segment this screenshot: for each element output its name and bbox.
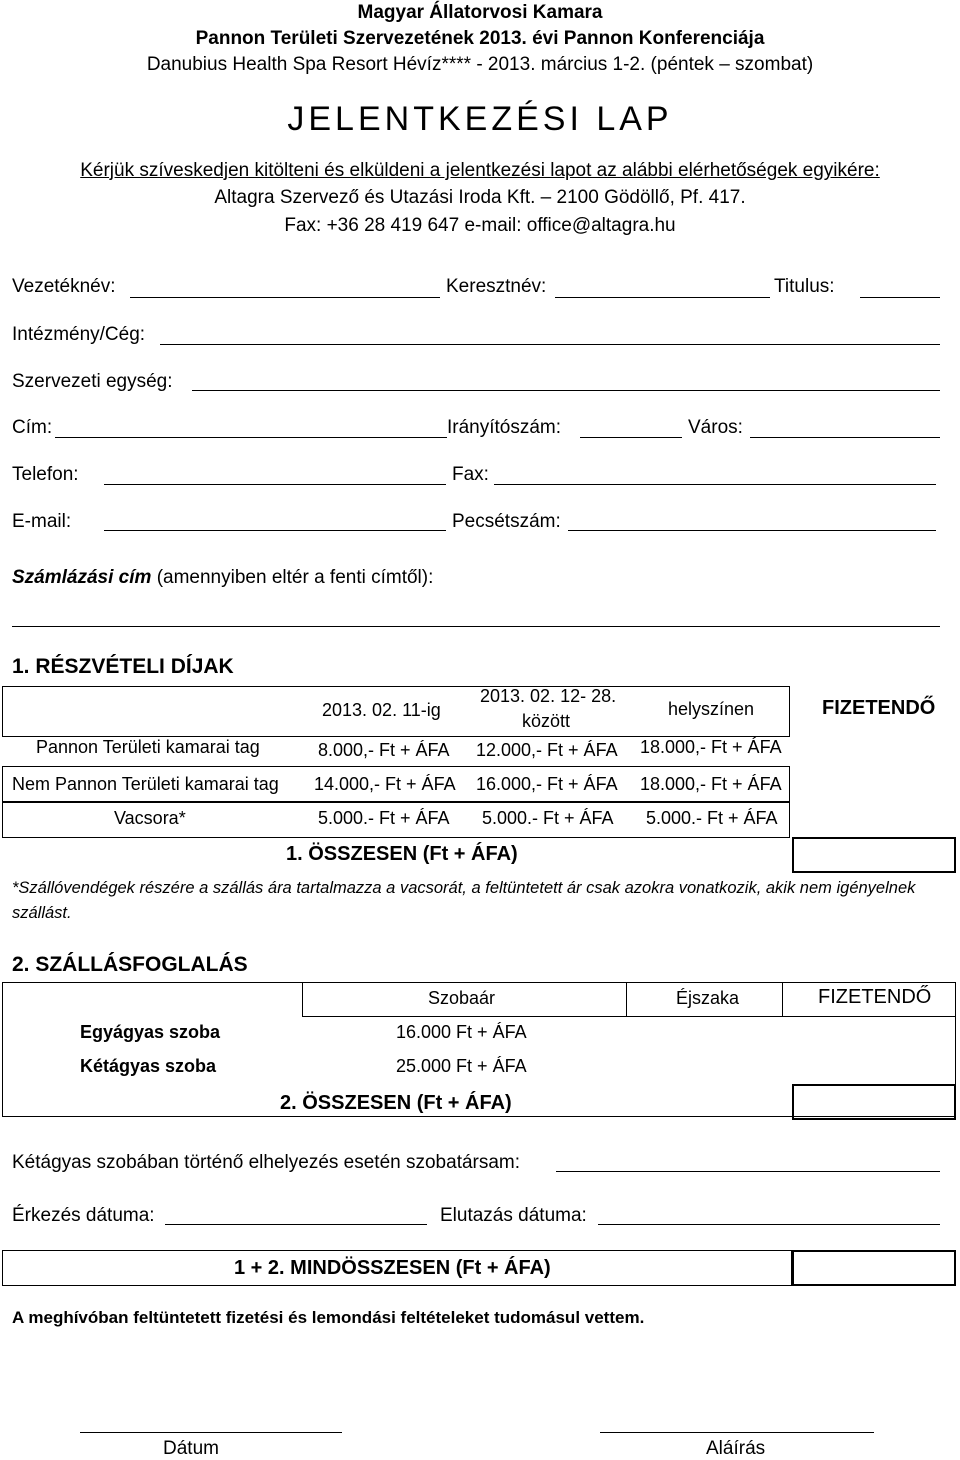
- telefon-label: Telefon:: [12, 464, 79, 485]
- fees-row-label: Vacsora*: [114, 808, 186, 828]
- org-name: Magyar Állatorvosi Kamara: [357, 2, 603, 23]
- email-field[interactable]: [104, 530, 446, 531]
- section2-total-box[interactable]: [792, 1084, 956, 1120]
- fees-col-3: helyszínen: [668, 699, 755, 719]
- arrival-field[interactable]: [165, 1224, 427, 1225]
- signature-label: Aláírás: [706, 1438, 766, 1459]
- event-title: Pannon Területi Szervezetének 2013. évi Pannon Konferenciája: [195, 28, 765, 49]
- fax-field[interactable]: [494, 484, 936, 485]
- section1-title: 1. RÉSZVÉTELI DÍJAK: [12, 655, 234, 678]
- departure-field[interactable]: [598, 1224, 940, 1225]
- section1-total-label: 1. ÖSSZESEN (Ft + ÁFA): [286, 843, 518, 865]
- vezeteknev-field[interactable]: [130, 297, 440, 298]
- fees-col-payable: FIZETENDŐ: [822, 697, 936, 719]
- grand-total-label: 1 + 2. MINDÖSSZESEN (Ft + ÁFA): [234, 1257, 551, 1279]
- instruction: Kérjük szíveskedjen kitölteni és elküldeni a jelentkezési lapot az alábbi elérhetőségek egyikére:: [80, 160, 880, 181]
- fees-row-v1: 14.000,- Ft + ÁFA: [314, 774, 456, 794]
- section1-total-box[interactable]: [792, 837, 956, 873]
- fees-row-v2: 5.000.- Ft + ÁFA: [482, 808, 614, 828]
- szamlazasi-field[interactable]: [12, 626, 940, 627]
- room-row-price: 25.000 Ft + ÁFA: [396, 1056, 527, 1076]
- page-title: JELENTKEZÉSI LAP: [287, 100, 673, 138]
- agency-contact: Fax: +36 28 419 647 e-mail: office@altagra.hu: [284, 215, 676, 236]
- varos-label: Város:: [688, 417, 743, 438]
- intezmeny-label: Intézmény/Cég:: [12, 324, 146, 345]
- room-col-payable: FIZETENDŐ: [818, 986, 932, 1008]
- cim-field[interactable]: [55, 437, 447, 438]
- room-row-price: 16.000 Ft + ÁFA: [396, 1022, 527, 1042]
- varos-field[interactable]: [750, 437, 940, 438]
- section2-total-label: 2. ÖSSZESEN (Ft + ÁFA): [280, 1092, 512, 1114]
- szervezeti-label: Szervezeti egység:: [12, 371, 173, 392]
- event-venue: Danubius Health Spa Resort Hévíz**** - 2013. március 1-2. (péntek – szombat): [146, 54, 814, 75]
- fax-label: Fax:: [452, 464, 489, 485]
- grand-total-box[interactable]: [792, 1250, 956, 1286]
- arrival-label: Érkezés dátuma:: [12, 1205, 155, 1226]
- vezeteknev-label: Vezetéknév:: [12, 276, 116, 297]
- fees-col-1: 2013. 02. 11-ig: [322, 700, 441, 720]
- keresztnev-label: Keresztnév:: [446, 276, 547, 297]
- fees-row-v3: 5.000.- Ft + ÁFA: [646, 808, 778, 828]
- acceptance-statement: A meghívóban feltüntetett fizetési és lemondási feltételeket tudomásul vettem.: [12, 1308, 645, 1327]
- email-label: E-mail:: [12, 511, 72, 532]
- accommodation-note: *Szállóvendégek részére a szállás ára tartalmazza a vacsorát, a feltüntetett ár csak azokra vonatkozik, akik nem igényelnek szállást.: [12, 879, 916, 922]
- iranyitoszam-field[interactable]: [580, 437, 682, 438]
- fees-row-v1: 8.000,- Ft + ÁFA: [318, 740, 450, 760]
- telefon-field[interactable]: [104, 484, 446, 485]
- fees-col-2a: 2013. 02. 12- 28.: [480, 686, 617, 706]
- agency-address: Altagra Szervező és Utazási Iroda Kft. – 2100 Gödöllő, Pf. 417.: [214, 187, 746, 208]
- fees-row-label: Pannon Területi kamarai tag: [36, 737, 260, 757]
- fees-row-label: Nem Pannon Területi kamarai tag: [12, 774, 279, 794]
- room-col-price: Szobaár: [428, 988, 496, 1008]
- szervezeti-field[interactable]: [192, 390, 940, 391]
- fees-row-v1: 5.000.- Ft + ÁFA: [318, 808, 450, 828]
- roommate-label: Kétágyas szobában történő elhelyezés esetén szobatársam:: [12, 1152, 521, 1173]
- titulus-field[interactable]: [860, 297, 940, 298]
- room-row-label: Egyágyas szoba: [80, 1022, 221, 1042]
- section2-title: 2. SZÁLLÁSFOGLALÁS: [12, 953, 248, 976]
- intezmeny-field[interactable]: [160, 344, 940, 345]
- pecsetszam-label: Pecsétszám:: [452, 511, 561, 532]
- departure-label: Elutazás dátuma:: [440, 1205, 587, 1226]
- szamlazasi-label: Számlázási cím (amennyiben eltér a fenti címtől):: [12, 567, 434, 588]
- roommate-field[interactable]: [556, 1171, 940, 1172]
- date-field[interactable]: [80, 1432, 342, 1433]
- fees-row-v2: 12.000,- Ft + ÁFA: [476, 740, 618, 760]
- pecsetszam-field[interactable]: [568, 530, 936, 531]
- fees-row-v2: 16.000,- Ft + ÁFA: [476, 774, 618, 794]
- fees-col-2b: között: [522, 711, 571, 731]
- keresztnev-field[interactable]: [555, 297, 770, 298]
- titulus-label: Titulus:: [774, 276, 835, 297]
- date-label: Dátum: [163, 1438, 219, 1459]
- cim-label: Cím:: [12, 417, 53, 438]
- fees-row-v3: 18.000,- Ft + ÁFA: [640, 774, 782, 794]
- iranyitoszam-label: Irányítószám:: [447, 417, 562, 438]
- fees-row-v3: 18.000,- Ft + ÁFA: [640, 737, 782, 757]
- room-row-label: Kétágyas szoba: [80, 1056, 217, 1076]
- signature-field[interactable]: [600, 1432, 874, 1433]
- room-col-nights: Éjszaka: [676, 988, 740, 1008]
